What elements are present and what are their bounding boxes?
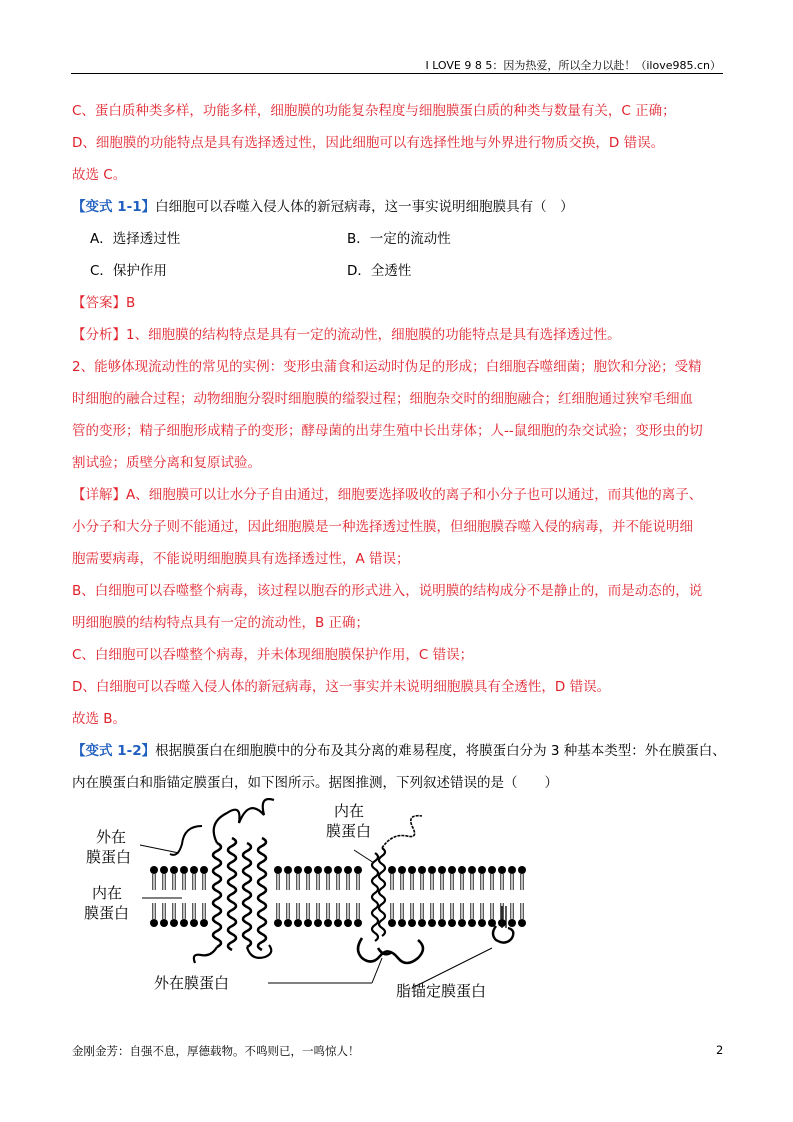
detail-a-1: 【详解】A、细胞膜可以让水分子自由通过，细胞要选择吸收的离子和小分子也可以通过，而其他的离子、 — [72, 487, 703, 503]
label-intrinsic-top-line1: 内在 — [334, 802, 365, 820]
answer: 【答案】B — [72, 295, 136, 311]
question-1-1-stem: 白细胞可以吞噬入侵人体的新冠病毒，这一事实说明细胞膜具有（ ） — [155, 199, 574, 215]
footer-motto: 金刚金芳：自强不息，厚德载物。不鸣则已，一鸣惊人！ — [72, 1044, 360, 1058]
label-intrinsic-left-line2: 膜蛋白 — [84, 904, 130, 922]
detail-d: D、白细胞可以吞噬入侵人体的新冠病毒，这一事实并未说明细胞膜具有全透性，D 错误。 — [72, 679, 611, 695]
analysis-2a: 2、能够体现流动性的常见的实例：变形虫蒲食和运动时伪足的形成；白细胞吞噬细菌；胞饮和分泌；受精 — [72, 359, 702, 375]
question-1-2-stem-1: 根据膜蛋白在细胞膜中的分布及其分离的难易程度，将膜蛋白分为 3 种基本类型：外在膜蛋白、 — [155, 743, 726, 759]
membrane-protein-diagram — [82, 798, 542, 1008]
option-c: C．保护作用 — [90, 263, 167, 279]
analysis-2c: 管的变形；精子细胞形成精子的变形；酵母菌的出芽生殖中长出芽体；人--鼠细胞的杂交试验；变形虫的切 — [72, 423, 703, 439]
prev-option-c-explanation: C、蛋白质种类多样，功能多样，细胞膜的功能复杂程度与细胞膜蛋白质的种类与数量有关，C 正确； — [72, 103, 676, 119]
question-1-2-tag: 【变式 1-2】 — [72, 743, 156, 759]
upper-lipid-layer — [150, 866, 526, 890]
question-1-1 — [72, 198, 724, 216]
analysis-2b: 时细胞的融合过程；动物细胞分裂时细胞膜的缢裂过程；细胞杂交时的细胞融合；红细胞通过狭窄毛细血 — [72, 391, 693, 407]
label-extrinsic-bottom: 外在膜蛋白 — [154, 974, 230, 992]
prev-conclusion: 故选 C。 — [72, 167, 127, 183]
page-header: I LOVE 9 8 5：因为热爱，所以全力以赴！（ilove985.cn） — [425, 59, 721, 72]
analysis-1 — [72, 326, 724, 344]
analysis-tag: 【分析】 — [72, 327, 126, 343]
detail-b-2: 明细胞膜的结构特点具有一定的流动性，B 正确； — [72, 615, 370, 631]
detail-b-1: B、白细胞可以吞噬整个病毒，该过程以胞吞的形式进入，说明膜的结构成分不是静止的，而是动态的，说 — [72, 583, 703, 599]
detail-a-3: 胞需要病毒，不能说明细胞膜具有选择透过性，A 错误； — [72, 551, 410, 567]
header-divider — [71, 73, 723, 74]
option-d: D．全透性 — [347, 263, 412, 279]
detail-c: C、白细胞可以吞噬整个病毒，并未体现细胞膜保护作用，C 错误； — [72, 647, 474, 663]
question-1-2-stem-2: 内在膜蛋白和脂锚定膜蛋白，如下图所示。据图推测，下列叙述错误的是（ ） — [72, 775, 558, 791]
extrinsic-protein-bottom — [358, 938, 423, 963]
analysis-1-text: 1、细胞膜的结构特点是具有一定的流动性，细胞膜的功能特点是具有选择透过性。 — [126, 327, 621, 343]
prev-option-d-explanation: D、细胞膜的功能特点是具有选择透过性，因此细胞可以有选择性地与外界进行物质交换，D 错误。 — [72, 135, 665, 151]
option-b: B．一定的流动性 — [347, 231, 451, 247]
label-intrinsic-left-line1: 内在 — [92, 884, 123, 902]
label-intrinsic-top-line2: 膜蛋白 — [326, 822, 372, 840]
q1-conclusion: 故选 B。 — [72, 711, 127, 727]
question-1-1-tag: 【变式 1-1】 — [72, 199, 156, 215]
page-number: 2 — [716, 1043, 724, 1057]
label-extrinsic-top-line2: 膜蛋白 — [86, 848, 132, 866]
analysis-2d: 割试验；质壁分离和复原试验。 — [72, 455, 261, 471]
label-lipid-anchored: 脂锚定膜蛋白 — [396, 982, 487, 1000]
question-1-2 — [72, 742, 724, 760]
option-a: A．选择透过性 — [90, 231, 181, 247]
detail-a-2: 小分子和大分子则不能通过，因此细胞膜是一种选择透过性膜，但细胞膜吞噬入侵的病毒，并不能说明细 — [72, 519, 693, 535]
label-extrinsic-top-line1: 外在 — [96, 828, 127, 846]
lower-lipid-layer — [150, 903, 526, 927]
